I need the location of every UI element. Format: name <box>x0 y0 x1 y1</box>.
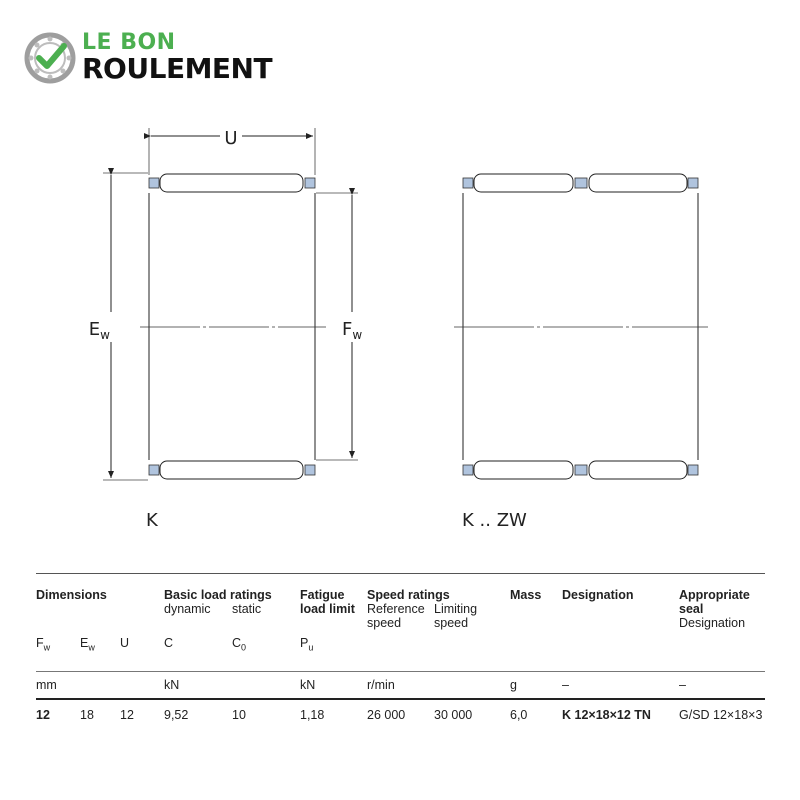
units-row <box>36 671 765 699</box>
sym-c: C <box>164 636 174 650</box>
hdr-fatigue-2: load limit <box>300 602 355 616</box>
val-mass: 6,0 <box>510 707 528 722</box>
val-designation: K 12×18×12 TN <box>562 707 651 722</box>
unit-rmin: r/min <box>367 677 395 692</box>
val-ew: 18 <box>80 707 94 722</box>
hdr-speed: Speed ratings <box>367 588 450 602</box>
logo-line-1: LE BON <box>82 30 176 55</box>
val-u: 12 <box>120 707 134 722</box>
unit-dash-2: – <box>679 677 686 692</box>
dim-fw-sub: w <box>352 328 363 342</box>
sym-fw: F <box>36 636 44 650</box>
val-c0: 10 <box>232 707 246 722</box>
header-row <box>36 574 765 631</box>
unit-kn-2: kN <box>300 677 316 692</box>
dim-u-label: U <box>224 128 238 149</box>
hdr-reference-2: speed <box>367 616 402 630</box>
spec-table <box>36 573 765 722</box>
hdr-reference: Reference <box>367 602 425 616</box>
caption-k-zw: K .. ZW <box>462 510 527 531</box>
hdr-static: static <box>232 602 262 616</box>
sym-pu-sub: u <box>308 642 314 653</box>
unit-mm: mm <box>36 677 57 692</box>
unit-g: g <box>510 677 517 692</box>
sym-u: U <box>120 636 130 650</box>
sym-ew: E <box>80 636 89 650</box>
hdr-dimensions: Dimensions <box>36 588 107 602</box>
val-fw: 12 <box>36 707 50 722</box>
sym-pu: P <box>300 636 309 650</box>
hdr-basic-load: Basic load ratings <box>164 588 272 602</box>
hdr-designation: Designation <box>562 588 634 602</box>
val-pu: 1,18 <box>300 707 325 722</box>
k-zw-drawing <box>454 174 708 479</box>
dim-fw-label: F <box>342 319 353 340</box>
dim-ew-sub: w <box>100 328 110 342</box>
sym-c0-sub: 0 <box>241 642 247 653</box>
unit-kn-1: kN <box>164 677 180 692</box>
dim-ew-label: E <box>88 319 101 340</box>
hdr-seal: Appropriate <box>679 588 750 602</box>
table-row <box>36 699 765 722</box>
symbol-row <box>36 630 765 671</box>
hdr-seal-designation: Designation <box>679 616 746 630</box>
sym-fw-sub: w <box>43 642 51 653</box>
hdr-dynamic: dynamic <box>164 602 211 616</box>
val-lim-speed: 30 000 <box>434 707 473 722</box>
hdr-seal-2: seal <box>679 602 704 616</box>
unit-dash-1: – <box>562 677 569 692</box>
caption-k: K <box>146 510 158 531</box>
hdr-limiting-2: speed <box>434 616 469 630</box>
val-ref-speed: 26 000 <box>367 707 406 722</box>
val-seal: G/SD 12×18×3 <box>679 707 763 722</box>
logo-line-2: ROULEMENT <box>82 52 273 85</box>
hdr-fatigue: Fatigue <box>300 588 345 602</box>
hdr-mass: Mass <box>510 588 542 602</box>
sym-ew-sub: w <box>88 642 95 653</box>
sym-c0: C <box>232 636 242 650</box>
val-c: 9,52 <box>164 707 189 722</box>
hdr-limiting: Limiting <box>434 602 478 616</box>
k-drawing <box>89 126 370 480</box>
